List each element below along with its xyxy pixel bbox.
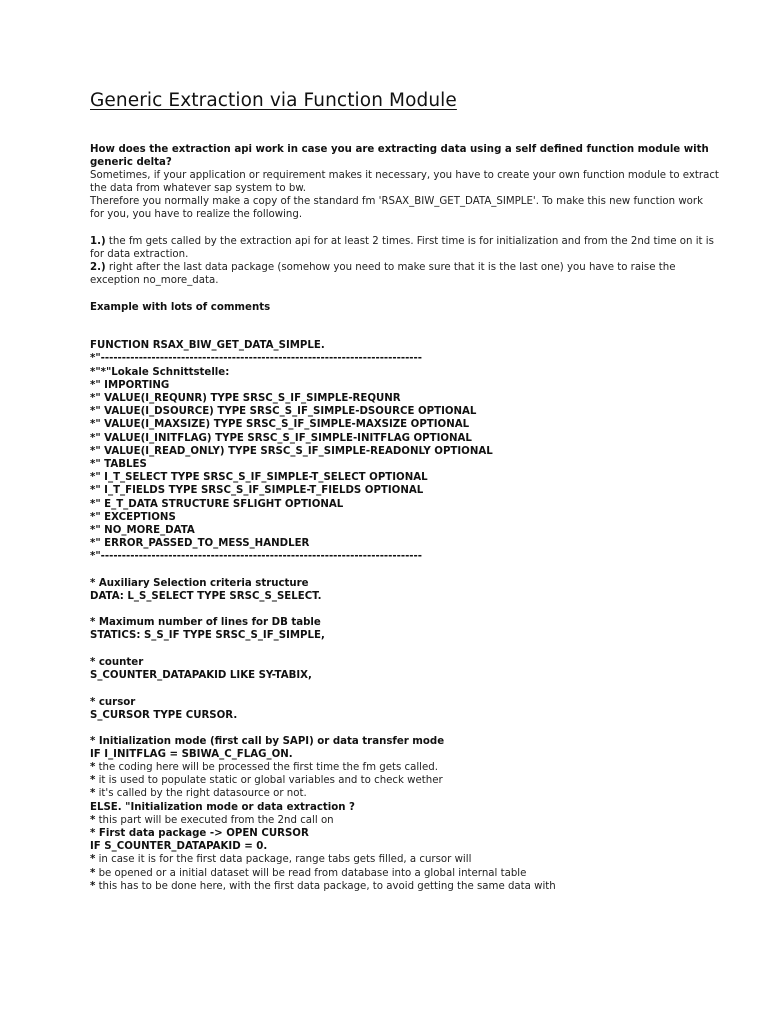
- text-line: [90, 696, 135, 709]
- line-text: for you, you have to realize the following.: [90, 209, 303, 220]
- text-line: [90, 379, 169, 392]
- line-marker: 2.): [90, 262, 106, 273]
- line-text: it is used to populate static or global variables and to check wether: [95, 775, 443, 786]
- line-text: *" VALUE(I_INITFLAG) TYPE SRSC_S_IF_SIMPLE-INITFLAG OPTIONAL: [90, 433, 472, 444]
- line-text: the fm gets called by the extraction api for at least 2 times. First time is for initialization and from the 2nd time on it is: [105, 236, 714, 247]
- line-text: *" I_T_SELECT TYPE SRSC_S_IF_SIMPLE-T_SELECT OPTIONAL: [90, 472, 428, 483]
- text-line: [90, 169, 719, 182]
- text-line: [90, 880, 556, 893]
- text-line: [90, 814, 334, 827]
- line-text: FUNCTION RSAX_BIW_GET_DATA_SIMPLE.: [90, 340, 325, 351]
- line-text: * Maximum number of lines for DB table: [90, 617, 321, 628]
- text-line: [90, 735, 444, 748]
- text-line: [90, 537, 309, 550]
- text-line: [90, 669, 312, 682]
- text-line: [90, 392, 401, 405]
- text-line: [90, 761, 438, 774]
- line-text: Example with lots of comments: [90, 302, 271, 313]
- text-line: [90, 418, 469, 431]
- line-text: *" VALUE(I_READ_ONLY) TYPE SRSC_S_IF_SIMPLE-READONLY OPTIONAL: [90, 446, 493, 457]
- text-line: [90, 339, 325, 352]
- text-line: [90, 853, 471, 866]
- line-text: Therefore you normally make a copy of the standard fm 'RSAX_BIW_GET_DATA_SIMPLE'. To make this new function work: [90, 196, 703, 207]
- line-marker: 1.): [90, 236, 106, 247]
- text-line: [90, 352, 422, 365]
- text-line: [90, 248, 188, 261]
- text-line: [90, 471, 428, 484]
- line-text: *"----------------------------------------------------------------------------: [90, 551, 422, 562]
- text-line: [90, 235, 714, 248]
- line-text: IF I_INITFLAG = SBIWA_C_FLAG_ON.: [90, 749, 293, 760]
- line-text: * Auxiliary Selection criteria structure: [90, 578, 309, 589]
- line-text: this has to be done here, with the first data package, to avoid getting the same data with: [95, 881, 556, 892]
- text-line: [90, 432, 472, 445]
- text-line: [90, 774, 443, 787]
- line-text: be opened or a initial dataset will be read from database into a global internal table: [95, 868, 527, 879]
- text-line: [90, 577, 309, 590]
- line-text: *" E_T_DATA STRUCTURE SFLIGHT OPTIONAL: [90, 499, 344, 510]
- line-text: *" VALUE(I_DSOURCE) TYPE SRSC_S_IF_SIMPLE-DSOURCE OPTIONAL: [90, 406, 477, 417]
- line-text: exception no_more_data.: [90, 275, 219, 286]
- text-line: [90, 827, 309, 840]
- line-marker: *: [90, 788, 96, 799]
- text-line: [90, 629, 325, 642]
- line-marker: *: [90, 868, 96, 879]
- line-text: *" VALUE(I_MAXSIZE) TYPE SRSC_S_IF_SIMPLE-MAXSIZE OPTIONAL: [90, 419, 470, 430]
- line-text: STATICS: S_S_IF TYPE SRSC_S_IF_SIMPLE,: [90, 630, 325, 641]
- text-line: [90, 182, 306, 195]
- line-text: IF S_COUNTER_DATAPAKID = 0.: [90, 841, 268, 852]
- line-text: generic delta?: [90, 157, 172, 168]
- text-line: [90, 458, 147, 471]
- text-line: [90, 498, 343, 511]
- text-line: [90, 550, 422, 563]
- line-text: *" VALUE(I_REQUNR) TYPE SRSC_S_IF_SIMPLE-REQUNR: [90, 393, 401, 404]
- line-marker: *: [90, 881, 96, 892]
- text-line: [90, 511, 176, 524]
- text-line: [90, 801, 355, 814]
- text-line: [90, 143, 709, 156]
- text-line: [90, 656, 143, 669]
- text-line: [90, 787, 307, 800]
- text-line: [90, 208, 302, 221]
- line-text: for data extraction.: [90, 249, 189, 260]
- line-text: the data from whatever sap system to bw.: [90, 183, 306, 194]
- line-text: *" NO_MORE_DATA: [90, 525, 195, 536]
- text-line: [90, 748, 293, 761]
- text-line: [90, 405, 476, 418]
- line-text: the coding here will be processed the first time the fm gets called.: [95, 762, 438, 773]
- text-line: [90, 484, 423, 497]
- line-text: DATA: L_S_SELECT TYPE SRSC_S_SELECT.: [90, 591, 322, 602]
- line-text: ELSE. "Initialization mode or data extraction ?: [90, 802, 355, 813]
- text-line: [90, 445, 493, 458]
- line-marker: *: [90, 762, 96, 773]
- line-text: S_CURSOR TYPE CURSOR.: [90, 710, 238, 721]
- line-text: * cursor: [90, 697, 136, 708]
- line-text: *" I_T_FIELDS TYPE SRSC_S_IF_SIMPLE-T_FIELDS OPTIONAL: [90, 485, 424, 496]
- line-marker: *: [90, 854, 96, 865]
- line-text: right after the last data package (somehow you need to make sure that it is the last one) you have to raise the: [105, 262, 676, 273]
- page-title: Generic Extraction via Function Module: [90, 90, 457, 111]
- text-line: [90, 261, 675, 274]
- text-line: [90, 195, 703, 208]
- text-line: [90, 366, 229, 379]
- line-text: * Initialization mode (first call by SAPI) or data transfer mode: [90, 736, 445, 747]
- text-line: [90, 709, 237, 722]
- line-text: *" IMPORTING: [90, 380, 170, 391]
- line-marker: *: [90, 775, 96, 786]
- line-text: this part will be executed from the 2nd call on: [95, 815, 334, 826]
- text-line: [90, 274, 218, 287]
- text-line: [90, 524, 195, 537]
- line-text: *"----------------------------------------------------------------------------: [90, 353, 422, 364]
- line-marker: *: [90, 815, 96, 826]
- line-text: S_COUNTER_DATAPAKID LIKE SY-TABIX,: [90, 670, 312, 681]
- text-line: [90, 590, 321, 603]
- line-text: *" TABLES: [90, 459, 147, 470]
- line-text: *" ERROR_PASSED_TO_MESS_HANDLER: [90, 538, 310, 549]
- text-line: [90, 156, 172, 169]
- line-text: How does the extraction api work in case you are extracting data using a self defined function module with: [90, 144, 709, 155]
- text-line: [90, 301, 270, 314]
- line-text: Sometimes, if your application or requirement makes it necessary, you have to create your own function module to extract: [90, 170, 719, 181]
- line-text: in case it is for the first data package, range tabs gets filled, a cursor will: [95, 854, 472, 865]
- line-text: * First data package -> OPEN CURSOR: [90, 828, 309, 839]
- line-text: * counter: [90, 657, 144, 668]
- line-text: it's called by the right datasource or not.: [95, 788, 307, 799]
- line-text: *"*"Lokale Schnittstelle:: [90, 367, 230, 378]
- text-line: [90, 616, 321, 629]
- text-line: [90, 867, 526, 880]
- line-text: *" EXCEPTIONS: [90, 512, 176, 523]
- text-line: [90, 840, 267, 853]
